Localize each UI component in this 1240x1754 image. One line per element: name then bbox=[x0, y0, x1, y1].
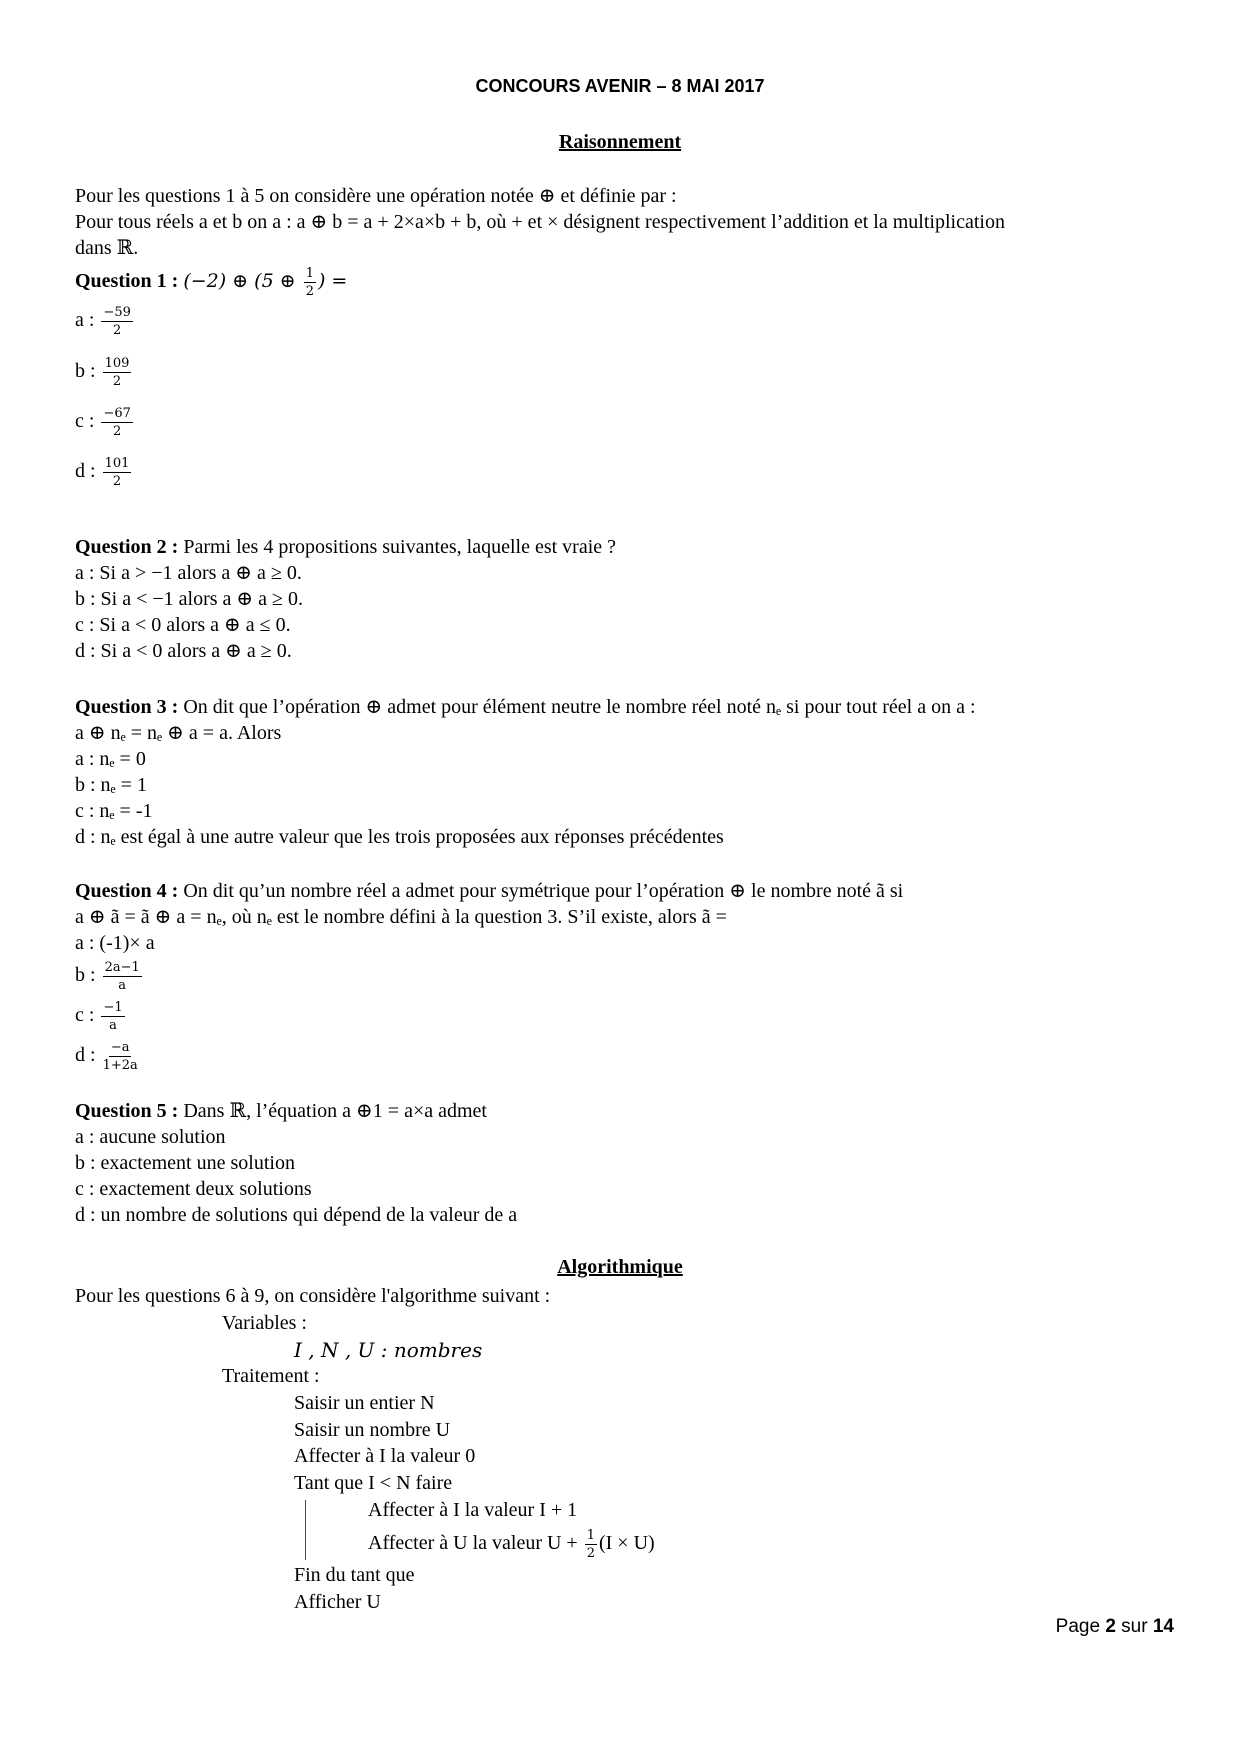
intro-line-2: Pour tous réels a et b on a : a ⊕ b = a + 2×a×b + b, où + et × désignent respectivement l’addition et la multiplication bbox=[75, 211, 1005, 233]
q4-option-a: a : (-1)× a bbox=[75, 932, 155, 954]
algo-fraction bbox=[585, 1528, 597, 1561]
question-4-text: On dit qu’un nombre réel a admet pour symétrique pour l’opération ⊕ le nombre noté ã si bbox=[178, 880, 904, 902]
current-page: 2 bbox=[1105, 1616, 1116, 1637]
algo-traitement: Traitement : bbox=[222, 1365, 320, 1387]
q3-option-b: b : nₑ = 1 bbox=[75, 774, 147, 796]
intro-line-3: dans ℝ. bbox=[75, 237, 139, 259]
page-sur: sur bbox=[1121, 1616, 1148, 1637]
option-letter: b : bbox=[75, 360, 96, 383]
q2-option-d: d : Si a < 0 alors a ⊕ a ≥ 0. bbox=[75, 640, 292, 662]
question-3-text: On dit que l’opération ⊕ admet pour élément neutre le nombre réel noté nₑ si pour tout réel a on a : bbox=[178, 696, 976, 718]
option-letter: c : bbox=[75, 1004, 95, 1027]
question-4 bbox=[75, 878, 903, 904]
question-2-text: Parmi les 4 propositions suivantes, laquelle est vraie ? bbox=[178, 536, 617, 558]
frac-den: 2 bbox=[113, 323, 122, 338]
question-1-label: Question 1 : bbox=[75, 270, 179, 293]
q5-option-b: b : exactement une solution bbox=[75, 1152, 295, 1174]
q5-option-c: c : exactement deux solutions bbox=[75, 1178, 312, 1200]
option-letter: d : bbox=[75, 1044, 96, 1067]
frac-den: 1+2a bbox=[102, 1058, 138, 1073]
q1-option-d bbox=[75, 456, 133, 489]
frac-num: −a bbox=[110, 1040, 130, 1055]
q4-option-d bbox=[75, 1040, 140, 1073]
question-4-line-2: a ⊕ ã = ã ⊕ a = nₑ, où nₑ est le nombre défini à la question 3. S’il existe, alors ã = bbox=[75, 906, 727, 928]
frac-den: 2 bbox=[586, 1546, 595, 1561]
question-4-label: Question 4 : bbox=[75, 880, 179, 902]
option-fraction bbox=[101, 1000, 124, 1033]
question-3-line-2: a ⊕ nₑ = nₑ ⊕ a = a. Alors bbox=[75, 722, 282, 744]
option-letter: b : bbox=[75, 964, 96, 987]
q2-option-a: a : Si a > −1 alors a ⊕ a ≥ 0. bbox=[75, 562, 302, 584]
frac-num: 1 bbox=[586, 1528, 595, 1543]
q3-option-c: c : nₑ = -1 bbox=[75, 800, 153, 822]
question-1-expr-end: ) = bbox=[317, 270, 348, 293]
option-letter: a : bbox=[75, 309, 95, 332]
frac-num: 101 bbox=[104, 456, 130, 471]
frac-num: −1 bbox=[103, 1000, 123, 1015]
algo-line-8: Afficher U bbox=[294, 1591, 381, 1613]
frac-den: 2 bbox=[113, 424, 122, 439]
q1-option-b bbox=[75, 356, 133, 389]
algo-line-6-start: Affecter à U la valeur U + bbox=[368, 1532, 583, 1555]
algo-vars: I , N , U : nombres bbox=[294, 1338, 483, 1362]
frac-num: 1 bbox=[305, 266, 314, 281]
intro-line-1: Pour les questions 1 à 5 on considère une opération notée ⊕ et définie par : bbox=[75, 185, 677, 207]
frac-den: 2 bbox=[112, 474, 122, 489]
question-2 bbox=[75, 534, 616, 560]
frac-den: a bbox=[109, 1018, 117, 1033]
algo-line-3: Affecter à I la valeur 0 bbox=[294, 1445, 476, 1467]
option-letter: c : bbox=[75, 410, 95, 433]
option-fraction bbox=[103, 356, 132, 389]
question-5-label: Question 5 : bbox=[75, 1100, 179, 1122]
algo-line-7: Fin du tant que bbox=[294, 1564, 415, 1586]
q1-option-c bbox=[75, 406, 135, 439]
question-2-label: Question 2 : bbox=[75, 536, 179, 558]
q3-option-a: a : nₑ = 0 bbox=[75, 748, 146, 770]
frac-den: 2 bbox=[305, 284, 314, 299]
question-1-expr: (−2) ⊕ (5 ⊕ bbox=[183, 270, 302, 293]
page-number bbox=[1056, 1616, 1174, 1638]
option-fraction bbox=[101, 305, 132, 338]
question-3-label: Question 3 : bbox=[75, 696, 179, 718]
frac-num: −67 bbox=[103, 406, 131, 421]
algo-line-4: Tant que I < N faire bbox=[294, 1472, 453, 1494]
question-1 bbox=[75, 266, 347, 299]
section-title-algorithmique: Algorithmique bbox=[557, 1256, 683, 1278]
option-fraction bbox=[103, 456, 132, 489]
option-fraction bbox=[103, 960, 142, 993]
q2-option-c: c : Si a < 0 alors a ⊕ a ≤ 0. bbox=[75, 614, 291, 636]
q2-option-b: b : Si a < −1 alors a ⊕ a ≥ 0. bbox=[75, 588, 304, 610]
option-fraction bbox=[101, 406, 132, 439]
page-word: Page bbox=[1055, 1616, 1101, 1637]
frac-num: 109 bbox=[104, 356, 130, 371]
frac-den: 2 bbox=[112, 374, 122, 389]
question-1-fraction bbox=[304, 266, 316, 299]
total-pages: 14 bbox=[1152, 1616, 1174, 1637]
algo-intro: Pour les questions 6 à 9, on considère l'algorithme suivant : bbox=[75, 1285, 551, 1307]
question-3 bbox=[75, 694, 976, 720]
q3-option-d: d : nₑ est égal à une autre valeur que les trois proposées aux réponses précédentes bbox=[75, 826, 724, 848]
algo-line-1: Saisir un entier N bbox=[294, 1392, 435, 1414]
q1-option-a bbox=[75, 305, 135, 338]
frac-num: 2a−1 bbox=[104, 960, 140, 975]
q4-option-b bbox=[75, 960, 144, 993]
q5-option-d: d : un nombre de solutions qui dépend de la valeur de a bbox=[75, 1204, 518, 1226]
section-title-raisonnement: Raisonnement bbox=[558, 131, 682, 153]
loop-bracket bbox=[305, 1500, 306, 1560]
frac-den: a bbox=[118, 978, 127, 993]
algo-variables: Variables : bbox=[222, 1312, 307, 1334]
question-5 bbox=[75, 1098, 487, 1124]
q5-option-a: a : aucune solution bbox=[75, 1126, 226, 1148]
document-header: CONCOURS AVENIR – 8 MAI 2017 bbox=[475, 76, 765, 96]
algo-line-5: Affecter à I la valeur I + 1 bbox=[368, 1499, 578, 1521]
q4-option-c bbox=[75, 1000, 127, 1033]
option-fraction bbox=[103, 1040, 138, 1073]
algo-line-2: Saisir un nombre U bbox=[294, 1419, 451, 1441]
algo-line-6-end: (I × U) bbox=[598, 1532, 655, 1555]
algo-line-6 bbox=[368, 1528, 655, 1561]
frac-num: −59 bbox=[103, 305, 131, 320]
question-5-text: Dans ℝ, l’équation a ⊕1 = a×a admet bbox=[178, 1100, 487, 1122]
option-letter: d : bbox=[75, 460, 96, 483]
